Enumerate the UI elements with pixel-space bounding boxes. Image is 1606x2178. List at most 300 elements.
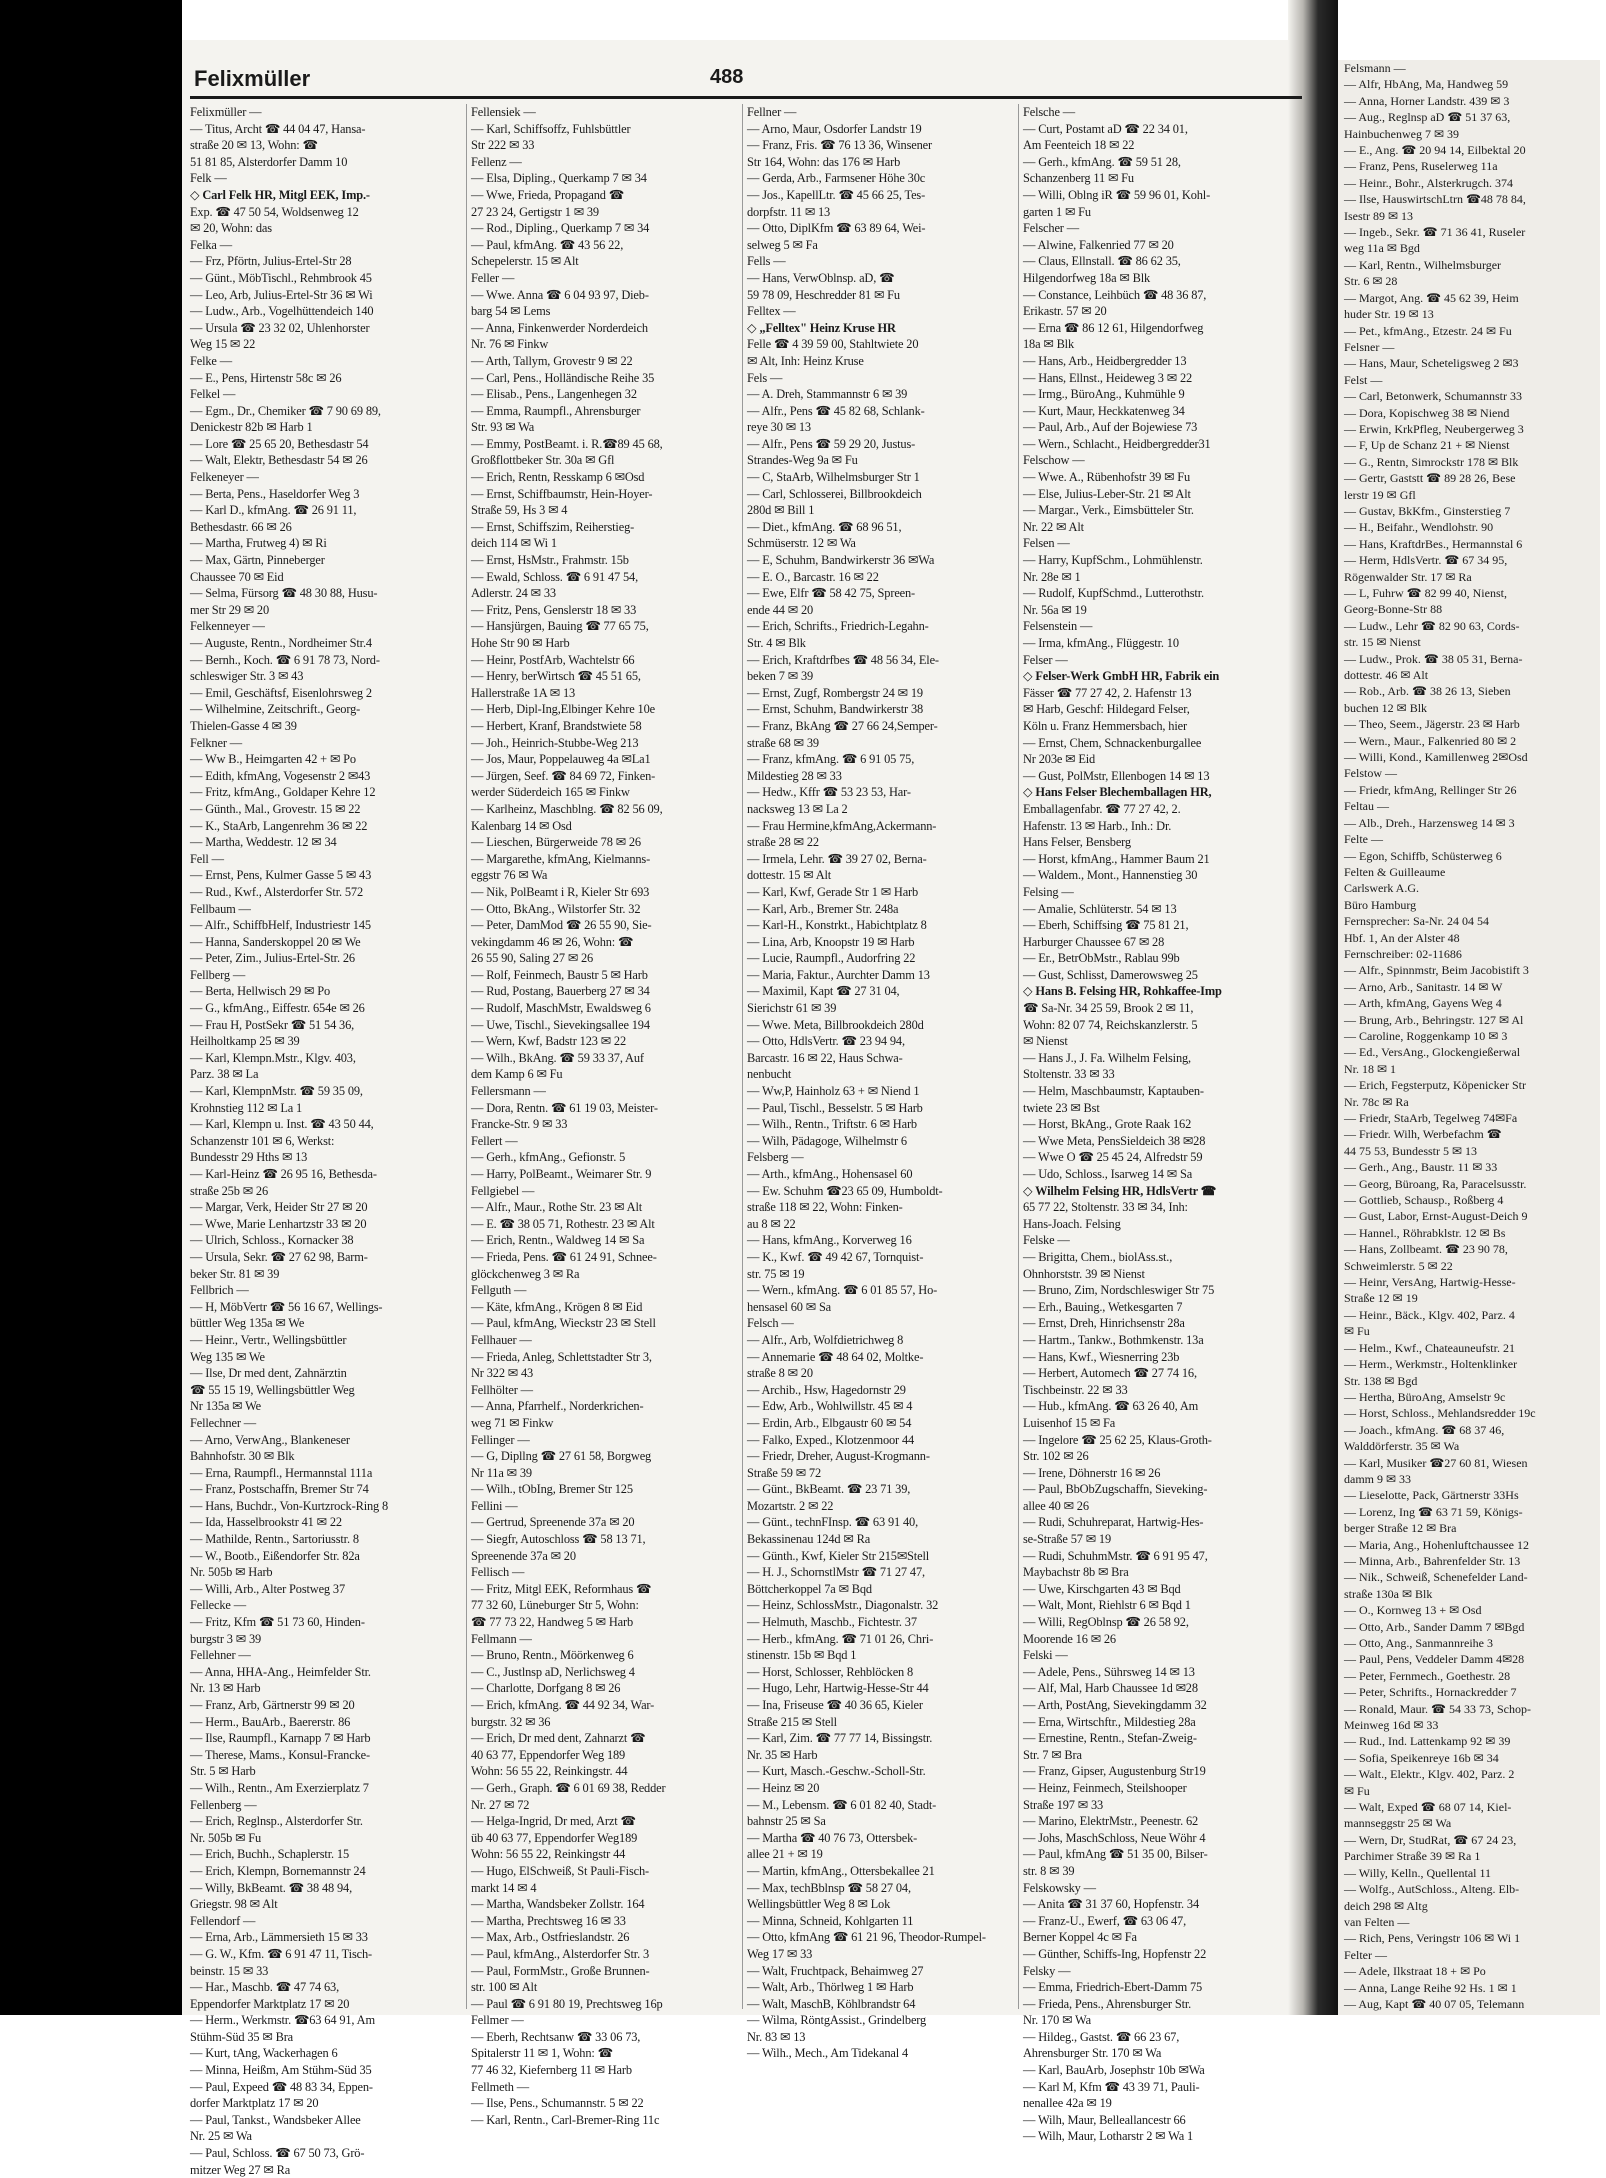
surname-heading: Felscher — <box>1023 221 1079 236</box>
directory-entry: — Martha, Wandsbeker Zollstr. 164 <box>471 1897 645 1912</box>
directory-entry: nenallee 42a ✉ 19 <box>1023 2096 1112 2111</box>
directory-entry: — Walt, Mont, Riehlstr 6 ✉ Bqd 1 <box>1023 1598 1191 1613</box>
directory-entry: — Walt, Arb., Thörlweg 1 ✉ Harb <box>747 1980 914 1995</box>
directory-entry: — Rud., Ind. Lattenkamp 92 ✉ 39 <box>1344 1734 1511 1749</box>
directory-entry: — Minna, Heißm, Am Stühm-Süd 35 <box>190 2063 372 2078</box>
directory-entry: — E, Schuhm, Bandwirkerstr 36 ✉Wa <box>747 553 935 568</box>
directory-entry: — Peter, Fernmech., Goethestr. 28 <box>1344 1668 1511 1683</box>
directory-entry: — Ursula ☎ 23 32 02, Uhlenhorster <box>190 320 370 335</box>
directory-entry: — Elsa, Dipling., Querkamp 7 ✉ 34 <box>471 171 647 186</box>
directory-entry: Str. 4 ✉ Blk <box>747 636 806 650</box>
directory-entry: — Rud., Kwf., Alsterdorfer Str. 572 <box>190 884 364 899</box>
directory-entry: — Ilse, Raumpfl., Karnapp 7 ✉ Harb <box>190 1731 371 1746</box>
directory-entry: Nr. 505b ✉ Fu <box>190 1830 262 1845</box>
directory-entry: Spitalerstr 11 ✉ 1, Wohn: ☎ <box>471 2046 613 2061</box>
directory-entry: Hainbuchenweg 7 ✉ 39 <box>1344 126 1460 141</box>
directory-entry: — Friedr, StaArb, Tegelweg 74✉Fa <box>1344 1111 1518 1125</box>
directory-entry: — Heinz, Feinmech, Steilshooper <box>1023 1780 1187 1795</box>
directory-entry: — Auguste, Rentn., Nordheimer Str.4 <box>190 636 372 650</box>
directory-entry: Nr. 505b ✉ Harb <box>190 1565 273 1580</box>
scan-left-border <box>0 0 182 2015</box>
directory-entry: Griegstr. 98 ✉ Alt <box>190 1897 278 1912</box>
directory-entry: — Hans, VerwOblnsp. aD, ☎ <box>747 270 895 285</box>
directory-entry: — Aug., Reglnsp aD ☎ 51 37 63, <box>1344 110 1511 125</box>
directory-entry: Straße 59, Hs 3 ✉ 4 <box>471 503 568 518</box>
directory-entry: — Brung, Arb., Behringstr. 127 ✉ Al <box>1344 1012 1524 1027</box>
directory-entry: — Erna, Arb., Lämmersieth 15 ✉ 33 <box>190 1930 368 1945</box>
directory-entry: selweg 5 ✉ Fa <box>747 237 818 252</box>
directory-entry: Heilholtkamp 25 ✉ 39 <box>190 1034 300 1049</box>
directory-entry: — Paul, Pens, Veddeler Damm 4✉28 <box>1344 1652 1525 1667</box>
directory-entry: Berner Koppel 4c ✉ Fa <box>1023 1930 1137 1945</box>
directory-entry: Köln u. Franz Hemmersbach, hier <box>1023 718 1187 733</box>
directory-entry: — Johs, MaschSchloss, Neue Wöhr 4 <box>1023 1830 1206 1845</box>
directory-entry: markt 14 ✉ 4 <box>471 1880 537 1895</box>
directory-entry: — Walt., Elektr., Klgv. 402, Parz. 2 <box>1344 1767 1515 1782</box>
surname-heading: Felsky — <box>1023 1963 1071 1978</box>
directory-entry: — Anita ☎ 31 37 60, Hopfenstr. 34 <box>1023 1897 1200 1912</box>
directory-entry: — Karl, BauArb, Josephstr 10b ✉Wa <box>1023 2063 1205 2078</box>
directory-entry: Stühm-Süd 35 ✉ Bra <box>190 2029 294 2044</box>
directory-entry: — Eberh, Rechtsanw ☎ 33 06 73, <box>471 2029 641 2044</box>
directory-entry: — Egm., Dr., Chemiker ☎ 7 90 69 89, <box>190 403 381 418</box>
directory-entry: Schanzenstr 101 ✉ 6, Werkst: <box>190 1133 335 1148</box>
directory-entry: — Arth, PostAng, Sievekingdamm 32 <box>1023 1698 1207 1712</box>
directory-entry: Thielen-Gasse 4 ✉ 39 <box>190 718 297 733</box>
directory-entry: ☎ 55 15 19, Wellingsbüttler Weg <box>190 1382 355 1397</box>
directory-entry: — Helga-Ingrid, Dr med, Arzt ☎ <box>471 1814 636 1829</box>
directory-entry: Eppendorfer Marktplatz 17 ✉ 20 <box>190 1996 350 2011</box>
directory-entry: — Rob., Arb. ☎ 38 26 13, Sieben <box>1344 684 1511 699</box>
directory-entry: — Erich, Klempn, Bornemannstr 24 <box>190 1863 366 1878</box>
surname-heading: Fellendorf — <box>190 1913 256 1928</box>
directory-entry: — Minna, Arb., Bahrenfelder Str. 13 <box>1344 1553 1521 1568</box>
directory-entry: — Alfr., Maur., Rothe Str. 23 ✉ Alt <box>471 1200 643 1215</box>
directory-entry: Mozartstr. 2 ✉ 22 <box>747 1498 834 1513</box>
directory-entry: — Franz, kfmAng. ☎ 6 91 05 75, <box>747 752 915 767</box>
directory-entry: glöckchenweg 3 ✉ Ra <box>471 1266 580 1281</box>
directory-entry: — Lucie, Raumpfl., Audorfring 22 <box>747 951 916 966</box>
directory-entry: Nr. 56a ✉ 19 <box>1023 602 1087 617</box>
page-number: 488 <box>710 66 744 88</box>
directory-entry: — Har., Maschb. ☎ 47 74 63, <box>190 1980 340 1995</box>
directory-entry: buchen 12 ✉ Blk <box>1344 700 1428 715</box>
directory-entry: — Harry, PolBeamt., Weimarer Str. 9 <box>471 1167 652 1181</box>
surname-heading: Felske — <box>1023 1233 1070 1248</box>
directory-entry: — Alwine, Falkenried 77 ✉ 20 <box>1023 237 1174 252</box>
directory-entry: Nr 11a ✉ 39 <box>471 1465 532 1480</box>
directory-entry: garten 1 ✉ Fu <box>1023 204 1091 219</box>
directory-entry: — Willy, Kelln., Quellental 11 <box>1344 1865 1492 1880</box>
directory-entry: ◇ Hans B. Felsing HR, Rohkaffee-Imp <box>1023 984 1222 999</box>
directory-entry: — Paul, Tankst., Wandsbeker Allee <box>190 2112 361 2127</box>
directory-entry: — Walt, Elektr, Bethesdastr 54 ✉ 26 <box>190 453 368 468</box>
directory-entry: — Claus, Ellnstall. ☎ 86 62 35, <box>1023 254 1181 269</box>
directory-entry: straße 68 ✉ 39 <box>747 735 819 750</box>
directory-entry: — Carl, Betonwerk, Schumannstr 33 <box>1344 389 1522 404</box>
directory-entry: — Archib., Hsw, Hagedornstr 29 <box>747 1382 906 1397</box>
directory-entry: — Martha, Prechtsweg 16 ✉ 33 <box>471 1913 626 1928</box>
directory-entry: — Aug, Kapt ☎ 40 07 05, Telemann <box>1344 1996 1525 2011</box>
directory-entry: — Günth., Mal., Grovestr. 15 ✉ 22 <box>190 801 361 816</box>
directory-entry: — Ida, Hasselbrookstr 41 ✉ 22 <box>190 1515 342 1530</box>
directory-entry: — Lieselotte, Pack, Gärtnerstr 33Hs <box>1344 1488 1519 1503</box>
directory-entry: — Ernst, HsMstr., Frahmstr. 15b <box>471 553 629 568</box>
directory-entry: — Elisab., Pens., Langenhegen 32 <box>471 387 637 402</box>
directory-entry: dottestr. 46 ✉ Alt <box>1344 668 1429 683</box>
directory-entry: — Lieschen, Bürgerweide 78 ✉ 26 <box>471 835 641 850</box>
directory-entry: — Bruno, Rentn., Möörkenweg 6 <box>471 1648 634 1663</box>
directory-entry: — G. W., Kfm. ☎ 6 91 47 11, Tisch- <box>190 1946 372 1961</box>
directory-entry: — Irmg., BüroAng., Kuhmühle 9 <box>1023 387 1185 402</box>
directory-entry: — Wilh., tObIng, Bremer Str 125 <box>471 1482 633 1497</box>
directory-entry: — Otto, HdlsVertr. ☎ 23 94 94, <box>747 1034 905 1049</box>
directory-entry: Denickestr 82b ✉ Harb 1 <box>190 420 313 435</box>
directory-entry: — Gerda, Arb., Farmsener Höhe 30c <box>747 171 926 186</box>
directory-entry: — Eberh, Schiffsing ☎ 75 81 21, <box>1023 918 1189 933</box>
surname-heading: Felk — <box>190 171 227 186</box>
directory-entry: — Paul, kfmAng, Wieckstr 23 ✉ Stell <box>471 1316 656 1331</box>
directory-entry: Felten & Guilleaume <box>1344 864 1446 879</box>
surname-heading: Felkner — <box>190 735 242 750</box>
directory-entry: Tischbeinstr. 22 ✉ 33 <box>1023 1382 1128 1397</box>
surname-heading: Felkeneyer — <box>190 470 259 485</box>
directory-entry: — Nik, PolBeamt i R, Kieler Str 693 <box>471 884 650 899</box>
directory-entry: Hohe Str 90 ✉ Harb <box>471 636 570 650</box>
directory-entry: — Hans, Ellnst., Heideweg 3 ✉ 22 <box>1023 370 1193 385</box>
directory-entry: — Hansjürgen, Bauing ☎ 77 65 75, <box>471 619 649 634</box>
directory-entry: 280d ✉ Bill 1 <box>747 503 815 518</box>
directory-entry: — Erich, Kraftdrfbes ☎ 48 56 34, Ele- <box>747 652 939 667</box>
directory-entry: 26 55 90, Saling 27 ✉ 26 <box>471 951 594 966</box>
surname-heading: Felixmüller — <box>190 105 262 119</box>
directory-entry: — Egon, Schiffb, Schüsterweg 6 <box>1344 848 1502 863</box>
directory-entry: — Martha ☎ 40 76 73, Ottersbek- <box>747 1830 918 1845</box>
directory-entry: — Arno, Arb., Sanitastr. 14 ✉ W <box>1344 979 1503 994</box>
directory-entry: üb 40 63 77, Eppendorfer Weg189 <box>471 1830 638 1845</box>
directory-entry: — Fritz, Kfm ☎ 51 73 60, Hinden- <box>190 1615 365 1630</box>
surname-heading: Fels — <box>747 370 783 385</box>
directory-entry: — Ilse, HauswirtschLtrn ☎48 78 84, <box>1344 192 1526 207</box>
directory-entry: — Karl, Zim. ☎ 77 77 14, Bissingstr. <box>747 1731 933 1746</box>
directory-entry: — Karl-H., Konstrkt., Habichtplatz 8 <box>747 918 927 933</box>
directory-entry: — Günth., Kwf, Kieler Str 215✉Stell <box>747 1548 930 1563</box>
directory-entry: Barcastr. 16 ✉ 22, Haus Schwa- <box>747 1050 903 1065</box>
directory-entry: — Hans, Arb., Heidbergredder 13 <box>1023 353 1187 368</box>
directory-entry: — Joach., kfmAng. ☎ 68 37 46, <box>1344 1422 1505 1437</box>
directory-entry: — Harry, KupfSchm., Lohmühlenstr. <box>1023 553 1203 568</box>
directory-entry: — Arno, VerwAng., Blankeneser <box>190 1432 350 1447</box>
directory-entry: — Horst, Schloss., Mehlandsredder 19c <box>1344 1406 1536 1421</box>
surname-heading: Felke — <box>190 353 232 368</box>
directory-entry: 77 32 60, Lüneburger Str 5, Wohn: <box>471 1598 639 1613</box>
directory-entry: 40 63 77, Eppendorfer Weg 189 <box>471 1747 626 1762</box>
directory-entry: — Wilh., Rentn., Am Exerzierplatz 7 <box>190 1780 369 1795</box>
directory-entry: — Hildeg., Gastst. ☎ 66 23 67, <box>1023 2029 1180 2044</box>
directory-entry: — Rudolf, MaschMstr, Ewaldsweg 6 <box>471 1001 651 1016</box>
directory-entry: — Helm., Kwf., Chateauneufstr. 21 <box>1344 1340 1515 1355</box>
directory-entry: dorfer Marktplatz 17 ✉ 20 <box>190 2096 319 2111</box>
directory-entry: barg 54 ✉ Lems <box>471 304 551 319</box>
directory-entry: — Otto, Ang., Sanmannreihe 3 <box>1344 1636 1493 1650</box>
directory-entry: ende 44 ✉ 20 <box>747 602 814 617</box>
directory-entry: Hans-Joach. Felsing <box>1023 1216 1121 1231</box>
surname-heading: Fellehner — <box>190 1648 251 1663</box>
directory-entry: — Adele, Pens., Sührsweg 14 ✉ 13 <box>1023 1664 1195 1679</box>
surname-heading: Fellner — <box>747 105 797 119</box>
directory-entry: schleswiger Str. 3 ✉ 43 <box>190 669 304 684</box>
directory-entry: — Rudolf, KupfSchmd., Lutterothstr. <box>1023 586 1204 601</box>
directory-entry: — Dora, Kopischweg 38 ✉ Niend <box>1344 405 1510 420</box>
directory-entry: — Berta, Hellwisch 29 ✉ Po <box>190 984 331 999</box>
directory-entry: — Gustav, BkKfm., Ginsterstieg 7 <box>1344 503 1511 518</box>
directory-entry: ◇ Wilhelm Felsing HR, HdlsVertr ☎ <box>1023 1183 1217 1198</box>
directory-entry: — Heinr., Bäck., Klgv. 402, Parz. 4 <box>1344 1307 1515 1322</box>
surname-heading: Felka — <box>190 237 232 252</box>
directory-entry: — Ingeb., Sekr. ☎ 71 36 41, Ruseler <box>1344 225 1526 240</box>
directory-entry: — Franz, BkAng ☎ 27 66 24,Semper- <box>747 718 938 733</box>
directory-entry: — Hans, Kwf., Wiesnerring 23b <box>1023 1349 1180 1364</box>
directory-entry: — Ww B., Heimgarten 42 + ✉ Po <box>190 752 356 767</box>
directory-entry: — Willi, Oblng iR ☎ 59 96 01, Kohl- <box>1023 187 1211 202</box>
directory-entry: — Emil, Geschäftsf, Eisenlohrsweg 2 <box>190 685 372 700</box>
right-page <box>1338 60 1600 2020</box>
directory-entry: Nr. 22 ✉ Alt <box>1023 519 1084 534</box>
surname-heading: Felsenstein — <box>1023 619 1093 634</box>
directory-entry: — Arth, kfmAng, Gayens Weg 4 <box>1344 996 1502 1011</box>
directory-entry: damm 9 ✉ 33 <box>1344 1471 1412 1486</box>
directory-entry: — Wwe. Anna ☎ 6 04 93 97, Dieb- <box>471 287 649 302</box>
directory-entry: — Karl D., kfmAng. ☎ 26 91 11, <box>190 503 357 518</box>
surname-heading: Felstow — <box>1344 766 1398 781</box>
directory-entry: se-Straße 57 ✉ 19 <box>1023 1532 1112 1547</box>
directory-entry: Straße 215 ✉ Stell <box>747 1714 837 1729</box>
directory-entry: — Hanna, Sanderskoppel 20 ✉ We <box>190 934 361 949</box>
directory-entry: — Alfr., Spinnmstr, Beim Jacobistift 3 <box>1344 963 1529 978</box>
directory-entry: — Gottlieb, Schausp., Roßberg 4 <box>1344 1193 1504 1208</box>
surname-heading: Fellmeth — <box>471 2079 530 2094</box>
directory-entry: Maybachstr 8b ✉ Bra <box>1023 1565 1129 1580</box>
directory-entry: — Berta, Pens., Haseldorfer Weg 3 <box>190 486 360 501</box>
surname-heading: Fellinger — <box>471 1432 530 1447</box>
directory-entry: — Frau Hermine,kfmAng,Ackermann- <box>747 818 937 833</box>
directory-entry: — Emma, Raumpfl., Ahrensburger <box>471 403 641 418</box>
directory-column-1 <box>190 104 452 2177</box>
directory-entry: — Anna, HHA-Ang., Heimfelder Str. <box>190 1664 371 1679</box>
directory-entry: ✉ Harb, Geschf: Hildegard Felser, <box>1023 702 1190 717</box>
directory-entry: straße 28 ✉ 22 <box>747 835 819 850</box>
directory-entry: — Frieda, Anleg, Schlettstadter Str 3, <box>471 1349 652 1364</box>
directory-entry: — Frau H, PostSekr ☎ 51 54 36, <box>190 1017 355 1032</box>
directory-entry: Nr. 170 ✉ Wa <box>1023 2013 1091 2028</box>
directory-entry: — Ww,P, Hainholz 63 + ✉ Niend 1 <box>747 1084 920 1099</box>
directory-entry: — Wilh, Maur, Belleallancestr 66 <box>1023 2112 1186 2127</box>
directory-entry: — Erna ☎ 86 12 61, Hilgendorfweg <box>1023 320 1204 335</box>
surname-heading: Felschow — <box>1023 453 1085 468</box>
directory-entry: — Friedr, Dreher, August-Krogmann- <box>747 1449 930 1464</box>
directory-entry: Emballagenfabr. ☎ 77 27 42, 2. <box>1023 801 1181 816</box>
directory-entry: — Mathilde, Rentn., Sartoriusstr. 8 <box>190 1532 359 1547</box>
directory-entry: — E., Pens, Hirtenstr 58c ✉ 26 <box>190 370 342 385</box>
directory-entry: — Wwe O ☎ 25 45 24, Alfredstr 59 <box>1023 1150 1203 1165</box>
directory-entry: — Franz-U., Ewerf, ☎ 63 06 47, <box>1023 1913 1187 1928</box>
directory-entry: — Max, Arb., Ostfrieslandstr. 26 <box>471 1930 630 1945</box>
directory-entry: — K., Kwf. ☎ 49 42 67, Tornquist- <box>747 1249 924 1264</box>
directory-entry: Str. 93 ✉ Wa <box>471 420 535 435</box>
directory-entry: — Herb., kfmAng. ☎ 71 01 26, Chri- <box>747 1631 934 1646</box>
directory-entry: straße 130a ✉ Blk <box>1344 1586 1433 1601</box>
directory-entry: allee 40 ✉ 26 <box>1023 1498 1089 1513</box>
directory-entry: Straße 12 ✉ 19 <box>1344 1291 1418 1306</box>
directory-entry: Felle ☎ 4 39 59 00, Stahltwiete 20 <box>747 337 919 352</box>
directory-entry: 65 77 22, Stoltenstr. 33 ✉ 34, Inh: <box>1023 1200 1188 1215</box>
directory-entry: — Carl, Schlosserei, Billbrookdeich <box>747 486 922 501</box>
directory-entry: — Gust, Schlisst, Damerowsweg 25 <box>1023 967 1198 982</box>
directory-entry: Schepelerstr. 15 ✉ Alt <box>471 254 579 269</box>
directory-entry: Ohnhorststr. 39 ✉ Nienst <box>1023 1266 1145 1281</box>
directory-entry: — Karlheinz, Maschblng. ☎ 82 56 09, <box>471 801 663 816</box>
directory-entry: — Theo, Seem., Jägerstr. 23 ✉ Harb <box>1344 717 1520 732</box>
directory-entry: dem Kamp 6 ✉ Fu <box>471 1067 563 1082</box>
directory-entry: — Gerh., Graph. ☎ 6 01 69 38, Redder <box>471 1780 666 1795</box>
directory-entry: — Wwe, Marie Lenhartzstr 33 ✉ 20 <box>190 1216 367 1231</box>
directory-entry: — Margarethe, kfmAng, Kielmanns- <box>471 851 651 866</box>
directory-entry: — Minna, Schneid, Kohlgarten 11 <box>747 1913 914 1928</box>
directory-entry: Chaussee 70 ✉ Eid <box>190 569 284 584</box>
running-title: Felixmüller <box>194 66 311 91</box>
directory-entry: — Jürgen, Seef. ☎ 84 69 72, Finken- <box>471 768 656 783</box>
directory-entry: — Karl, KlempnMstr. ☎ 59 35 09, <box>190 1084 363 1099</box>
directory-entry: str. 75 ✉ 19 <box>747 1266 805 1281</box>
directory-entry: Am Feenteich 18 ✉ 22 <box>1023 138 1135 153</box>
directory-entry: — Ewald, Schloss. ☎ 6 91 47 54, <box>471 569 639 584</box>
directory-entry: — Max, techBblnsp ☎ 58 27 04, <box>747 1880 911 1895</box>
directory-entry: — Hans, Zollbeamt. ☎ 23 90 78, <box>1344 1242 1508 1257</box>
directory-entry: — Ludw., Arb., Vogelhüttendeich 140 <box>190 304 374 319</box>
directory-entry: nenbucht <box>747 1067 792 1082</box>
directory-entry: — Walt, MaschB, Köhlbrandstr 64 <box>747 1996 916 2011</box>
directory-entry: ✉ Fu <box>1344 1324 1370 1339</box>
directory-entry: — Rudi, Schuhreparat, Hartwig-Hes- <box>1023 1515 1204 1530</box>
directory-entry: Moorende 16 ✉ 26 <box>1023 1631 1116 1646</box>
directory-entry: — Gertr, Gaststt ☎ 89 28 26, Bese <box>1344 471 1516 486</box>
directory-entry: — Frieda, Pens. ☎ 61 24 91, Schnee- <box>471 1249 657 1264</box>
directory-entry: — Rudi, SchuhmMstr. ☎ 6 91 95 47, <box>1023 1548 1208 1563</box>
directory-entry: — Arno, Maur, Osdorfer Landstr 19 <box>747 121 922 136</box>
directory-entry: mannseggstr 25 ✉ Wa <box>1344 1816 1452 1831</box>
directory-entry: — Wilh, Maur, Lotharstr 2 ✉ Wa 1 <box>1023 2129 1194 2144</box>
page-header <box>190 66 1300 94</box>
directory-entry: — Caroline, Roggenkamp 10 ✉ 3 <box>1344 1028 1508 1043</box>
directory-entry: — Erh., Bauing., Wetkesgarten 7 <box>1023 1299 1183 1314</box>
surname-heading: Felsberg — <box>747 1150 804 1165</box>
directory-entry: — Nik., Schweiß, Schenefelder Land- <box>1344 1570 1528 1585</box>
directory-entry: dottestr. 15 ✉ Alt <box>747 868 832 883</box>
directory-entry: — Hartm., Tankw., Bothmkenstr. 13a <box>1023 1332 1204 1347</box>
directory-entry: — Gerh., Ang., Baustr. 11 ✉ 33 <box>1344 1160 1498 1175</box>
directory-entry: — Hans J., J. Fa. Wilhelm Felsing, <box>1023 1050 1191 1065</box>
directory-entry: Strandes-Weg 9a ✉ Fu <box>747 453 858 468</box>
directory-entry: Großflottbeker Str. 30a ✉ Gfl <box>471 453 615 468</box>
directory-entry: weg 71 ✉ Finkw <box>471 1415 554 1430</box>
directory-entry: — Wilhelmine, Zeitschrift., Georg- <box>190 702 361 717</box>
directory-entry: — Horst, kfmAng., Hammer Baum 21 <box>1023 851 1210 866</box>
directory-entry: — Therese, Mams., Konsul-Francke- <box>190 1747 370 1762</box>
directory-entry: — Siegfr, Autoschloss ☎ 58 13 71, <box>471 1532 646 1547</box>
directory-entry: — Karl, Arb., Bremer Str. 248a <box>747 901 899 916</box>
directory-entry: — Karl M, Kfm ☎ 43 39 71, Pauli- <box>1023 2079 1200 2094</box>
directory-entry: Weg 17 ✉ 33 <box>747 1946 813 1961</box>
directory-entry: — L, Fuhrw ☎ 82 99 40, Nienst, <box>1344 586 1507 600</box>
directory-entry: Stoltenstr. 33 ✉ 33 <box>1023 1067 1115 1082</box>
directory-entry: ✉ Nienst <box>1023 1034 1068 1049</box>
directory-entry: — Diet., kfmAng. ☎ 68 96 51, <box>747 519 902 534</box>
directory-entry: — Ernst, Zugf, Rombergstr 24 ✉ 19 <box>747 685 923 700</box>
directory-entry: — M., Lebensm. ☎ 6 01 82 40, Stadt- <box>747 1797 937 1812</box>
directory-entry: deich 114 ✉ Wi 1 <box>471 536 557 551</box>
directory-entry: — Amalie, Schlüterstr. 54 ✉ 13 <box>1023 901 1177 916</box>
directory-entry: — Henry, berWirtsch ☎ 45 51 65, <box>471 669 641 684</box>
directory-entry: — Günt., MöbTischl., Rehmbrook 45 <box>190 270 372 285</box>
directory-entry: — W., Bootb., Eißendorfer Str. 82a <box>190 1548 360 1563</box>
directory-entry: — Irma, kfmAng., Flüggestr. 10 <box>1023 636 1179 650</box>
surname-heading: Fellersmann — <box>471 1084 546 1099</box>
directory-entry: — Rolf, Feinmech, Baustr 5 ✉ Harb <box>471 967 648 982</box>
directory-entry: — Gerh., kfmAng., Gefionstr. 5 <box>471 1150 626 1165</box>
directory-entry: Nr. 27 ✉ 72 <box>471 1797 530 1812</box>
directory-entry: — Irmela, Lehr. ☎ 39 27 02, Berna- <box>747 851 927 866</box>
surname-heading: van Felten — <box>1344 1914 1410 1929</box>
surname-heading: Fellert — <box>471 1133 518 1148</box>
directory-entry: — Margot, Ang. ☎ 45 62 39, Heim <box>1344 290 1519 305</box>
directory-entry: — Frz, Pförtn, Julius-Ertel-Str 28 <box>190 254 352 269</box>
surname-heading: Fell — <box>190 851 224 866</box>
directory-entry: Str. 138 ✉ Bgd <box>1344 1373 1418 1388</box>
directory-entry: — Helmuth, Maschb., Fichtestr. 37 <box>747 1615 917 1630</box>
directory-entry: — Franz, Arb, Gärtnerstr 99 ✉ 20 <box>190 1698 355 1712</box>
directory-entry: — E., Ang. ☎ 20 94 14, Eilbektal 20 <box>1344 143 1526 158</box>
directory-entry: huder Str. 19 ✉ 13 <box>1344 307 1434 322</box>
header-rule <box>190 96 1302 99</box>
directory-entry: — Kurt, Masch.-Geschw.-Scholl-Str. <box>747 1764 926 1779</box>
directory-entry: — Erich, Rentn., Waldweg 14 ✉ Sa <box>471 1233 645 1248</box>
directory-entry: berger Straße 12 ✉ Bra <box>1344 1521 1457 1536</box>
directory-entry: Nr. 13 ✉ Harb <box>190 1681 261 1696</box>
directory-entry: — Rud, Postang, Bauerberg 27 ✉ 34 <box>471 984 650 999</box>
directory-entry: — Heinr., Bohr., Alsterkrugch. 374 <box>1344 175 1513 190</box>
surname-heading: Fellbrich — <box>190 1283 249 1298</box>
directory-entry: — Kurt, tAng, Wackerhagen 6 <box>190 2046 338 2061</box>
directory-entry: Nr 203e ✉ Eid <box>1023 752 1096 767</box>
directory-entry: — Jos, Maur, Poppelauweg 4a ✉La1 <box>471 752 651 767</box>
directory-entry: Str. 102 ✉ 26 <box>1023 1449 1089 1464</box>
directory-entry: — Adele, Ilkstraat 18 + ✉ Po <box>1344 1964 1486 1979</box>
directory-entry: — Uwe, Kirschgarten 43 ✉ Bqd <box>1023 1581 1181 1596</box>
directory-entry: — Ilse, Pens., Schumannstr. 5 ✉ 22 <box>471 2096 644 2111</box>
directory-entry: Kalenbarg 14 ✉ Osd <box>471 818 572 833</box>
directory-entry: — Selma, Fürsorg ☎ 48 30 88, Husu- <box>190 586 378 601</box>
directory-entry: — Maria, Ang., Hohenluftchaussee 12 <box>1344 1537 1529 1552</box>
directory-entry: ◇ „Felltex" Heinz Kruse HR <box>747 320 896 335</box>
directory-entry: Walddörferstr. 35 ✉ Wa <box>1344 1439 1460 1454</box>
directory-entry: Bahnhofstr. 30 ✉ Blk <box>190 1449 295 1464</box>
directory-entry: — Lina, Arb, Knoopstr 19 ✉ Harb <box>747 934 915 949</box>
surname-heading: Felsch — <box>747 1316 794 1331</box>
directory-entry: — Jos., KapellLtr. ☎ 45 66 25, Tes- <box>747 187 926 202</box>
directory-entry: — G, Dipllng ☎ 27 61 58, Borgweg <box>471 1449 652 1464</box>
directory-entry: Schanzenberg 11 ✉ Fu <box>1023 171 1134 186</box>
directory-entry: mitzer Weg 27 ✉ Ra <box>190 2162 291 2177</box>
